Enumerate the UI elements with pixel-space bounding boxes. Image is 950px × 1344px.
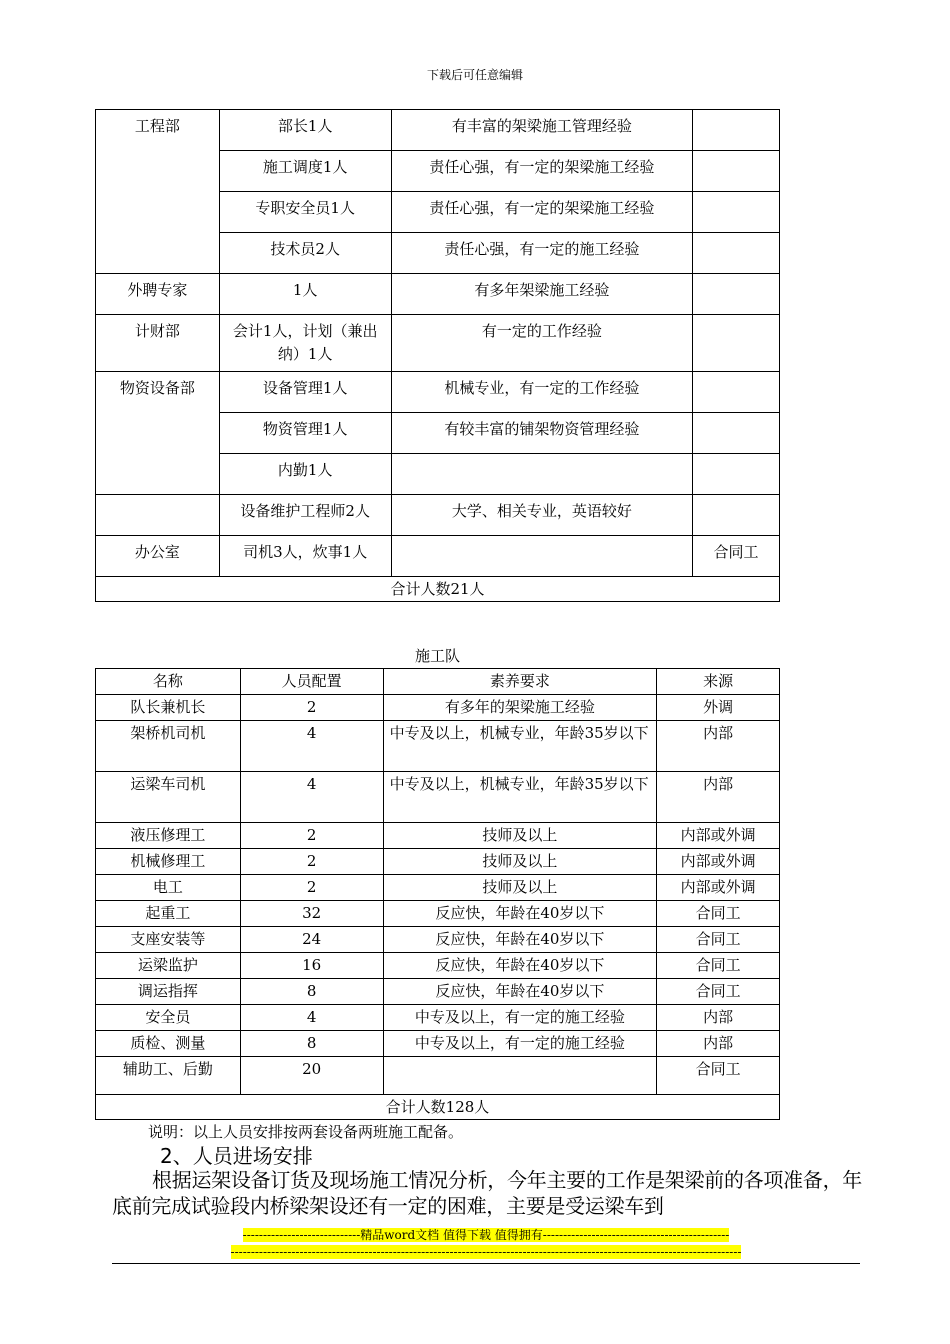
note-cell bbox=[693, 413, 780, 454]
name-cell: 支座安装等 bbox=[96, 927, 241, 953]
role-cell: 1人 bbox=[219, 274, 391, 315]
table-row bbox=[96, 315, 780, 372]
count-cell: 8 bbox=[240, 979, 383, 1005]
role-cell: 专职安全员1人 bbox=[219, 192, 391, 233]
source-cell: 内部 bbox=[657, 721, 780, 772]
name-cell: 质检、测量 bbox=[96, 1031, 241, 1057]
requirement-cell bbox=[391, 536, 693, 577]
name-cell: 机械修理工 bbox=[96, 849, 241, 875]
column-header: 来源 bbox=[657, 669, 780, 695]
requirement-cell: 中专及以上，有一定的施工经验 bbox=[383, 1031, 657, 1057]
note-cell bbox=[693, 192, 780, 233]
count-cell: 4 bbox=[240, 721, 383, 772]
role-cell: 物资管理1人 bbox=[219, 413, 391, 454]
note-cell bbox=[693, 151, 780, 192]
table-row bbox=[96, 274, 780, 315]
count-cell: 8 bbox=[240, 1031, 383, 1057]
table-row bbox=[96, 1057, 780, 1095]
requirement-cell: 有丰富的架梁施工管理经验 bbox=[391, 110, 693, 151]
note-cell bbox=[693, 274, 780, 315]
role-cell: 司机3人，炊事1人 bbox=[219, 536, 391, 577]
role-cell: 设备维护工程师2人 bbox=[219, 495, 391, 536]
construction-team-table bbox=[95, 668, 780, 1120]
footer-banner-line1: -----------------------------精品word文档 值得下载 值得拥有---------------------------------------------- bbox=[242, 1228, 730, 1242]
dept-cell: 计财部 bbox=[96, 315, 220, 372]
role-cell: 设备管理1人 bbox=[219, 372, 391, 413]
requirement-cell: 机械专业，有一定的工作经验 bbox=[391, 372, 693, 413]
note-cell bbox=[693, 315, 780, 372]
role-cell: 会计1人，计划（兼出纳）1人 bbox=[219, 315, 391, 372]
role-cell: 内勤1人 bbox=[219, 454, 391, 495]
total-row bbox=[96, 1095, 780, 1120]
source-cell: 内部或外调 bbox=[657, 823, 780, 849]
team-table-title: 施工队 bbox=[414, 647, 460, 665]
table-row bbox=[96, 953, 780, 979]
requirement-cell: 反应快，年龄在40岁以下 bbox=[383, 953, 657, 979]
page-header: 下载后可任意编辑 bbox=[426, 68, 523, 82]
name-cell: 起重工 bbox=[96, 901, 241, 927]
requirement-cell: 反应快，年龄在40岁以下 bbox=[383, 979, 657, 1005]
role-cell: 部长1人 bbox=[219, 110, 391, 151]
requirement-cell: 责任心强，有一定的架梁施工经验 bbox=[391, 151, 693, 192]
note-cell bbox=[693, 454, 780, 495]
body-paragraph: 根据运架设备订货及现场施工情况分析，今年主要的工作是架梁前的各项准备，年底前完成试验段内桥梁架设还有一定的困难，主要是受运梁车到 bbox=[112, 1168, 862, 1218]
name-cell: 液压修理工 bbox=[96, 823, 241, 849]
column-header: 人员配置 bbox=[240, 669, 383, 695]
table-row bbox=[96, 1031, 780, 1057]
name-cell: 调运指挥 bbox=[96, 979, 241, 1005]
requirement-cell: 有多年架梁施工经验 bbox=[391, 274, 693, 315]
count-cell: 32 bbox=[240, 901, 383, 927]
dept-cell: 物资设备部 bbox=[96, 372, 220, 495]
source-cell: 合同工 bbox=[657, 927, 780, 953]
column-header: 素养要求 bbox=[383, 669, 657, 695]
table-row bbox=[96, 495, 780, 536]
total-cell: 合计人数128人 bbox=[96, 1095, 780, 1120]
count-cell: 4 bbox=[240, 1005, 383, 1031]
table-row bbox=[96, 772, 780, 823]
requirement-cell: 大学、相关专业，英语较好 bbox=[391, 495, 693, 536]
dept-cell: 外聘专家 bbox=[96, 274, 220, 315]
requirement-cell bbox=[391, 454, 693, 495]
source-cell: 合同工 bbox=[657, 1057, 780, 1095]
requirement-cell: 反应快，年龄在40岁以下 bbox=[383, 927, 657, 953]
dept-cell: 办公室 bbox=[96, 536, 220, 577]
requirement-cell: 责任心强，有一定的架梁施工经验 bbox=[391, 192, 693, 233]
column-header: 名称 bbox=[96, 669, 241, 695]
table-row bbox=[96, 536, 780, 577]
source-cell: 内部或外调 bbox=[657, 875, 780, 901]
total-cell: 合计人数21人 bbox=[96, 577, 780, 602]
count-cell: 2 bbox=[240, 875, 383, 901]
name-cell: 辅助工、后勤 bbox=[96, 1057, 241, 1095]
requirement-cell: 有较丰富的铺架物资管理经验 bbox=[391, 413, 693, 454]
count-cell: 20 bbox=[240, 1057, 383, 1095]
note-cell bbox=[693, 233, 780, 274]
note-text: 说明：以上人员安排按两套设备两班施工配备。 bbox=[148, 1123, 464, 1141]
table-row bbox=[96, 1005, 780, 1031]
table-row bbox=[96, 901, 780, 927]
name-cell: 安全员 bbox=[96, 1005, 241, 1031]
requirement-cell: 中专及以上，机械专业，年龄35岁以下 bbox=[383, 721, 657, 772]
table-row bbox=[96, 979, 780, 1005]
role-cell: 施工调度1人 bbox=[219, 151, 391, 192]
name-cell: 运梁车司机 bbox=[96, 772, 241, 823]
source-cell: 合同工 bbox=[657, 953, 780, 979]
count-cell: 16 bbox=[240, 953, 383, 979]
count-cell: 2 bbox=[240, 849, 383, 875]
requirement-cell: 有多年的架梁施工经验 bbox=[383, 695, 657, 721]
requirement-cell: 中专及以上，有一定的施工经验 bbox=[383, 1005, 657, 1031]
footer-banner bbox=[186, 1227, 786, 1261]
name-cell: 电工 bbox=[96, 875, 241, 901]
note-cell bbox=[693, 372, 780, 413]
requirement-cell: 技师及以上 bbox=[383, 875, 657, 901]
name-cell: 架桥机司机 bbox=[96, 721, 241, 772]
count-cell: 2 bbox=[240, 823, 383, 849]
dept-cell bbox=[96, 495, 220, 536]
source-cell: 内部 bbox=[657, 1005, 780, 1031]
count-cell: 2 bbox=[240, 695, 383, 721]
section-heading: 2、人员进场安排 bbox=[160, 1144, 313, 1168]
requirement-cell bbox=[383, 1057, 657, 1095]
total-row bbox=[96, 577, 780, 602]
count-cell: 24 bbox=[240, 927, 383, 953]
table-row bbox=[96, 110, 780, 151]
footer-banner-line2: ------------------------------------------------------------------------------------------------------------------------------ bbox=[230, 1245, 742, 1259]
source-cell: 内部或外调 bbox=[657, 849, 780, 875]
source-cell: 外调 bbox=[657, 695, 780, 721]
requirement-cell: 技师及以上 bbox=[383, 823, 657, 849]
header-row bbox=[96, 669, 780, 695]
requirement-cell: 反应快，年龄在40岁以下 bbox=[383, 901, 657, 927]
note-cell bbox=[693, 110, 780, 151]
table-row bbox=[96, 695, 780, 721]
role-cell: 技术员2人 bbox=[219, 233, 391, 274]
requirement-cell: 责任心强，有一定的施工经验 bbox=[391, 233, 693, 274]
requirement-cell: 中专及以上，机械专业，年龄35岁以下 bbox=[383, 772, 657, 823]
name-cell: 队长兼机长 bbox=[96, 695, 241, 721]
note-cell bbox=[693, 495, 780, 536]
footer-divider bbox=[112, 1263, 860, 1264]
table-row bbox=[96, 875, 780, 901]
source-cell: 合同工 bbox=[657, 901, 780, 927]
table-row bbox=[96, 849, 780, 875]
requirement-cell: 有一定的工作经验 bbox=[391, 315, 693, 372]
table-row bbox=[96, 823, 780, 849]
table-row bbox=[96, 372, 780, 413]
source-cell: 合同工 bbox=[657, 979, 780, 1005]
name-cell: 运梁监护 bbox=[96, 953, 241, 979]
table-row bbox=[96, 721, 780, 772]
source-cell: 内部 bbox=[657, 772, 780, 823]
department-staff-table bbox=[95, 109, 780, 602]
table-row bbox=[96, 927, 780, 953]
requirement-cell: 技师及以上 bbox=[383, 849, 657, 875]
dept-cell: 工程部 bbox=[96, 110, 220, 274]
count-cell: 4 bbox=[240, 772, 383, 823]
source-cell: 内部 bbox=[657, 1031, 780, 1057]
note-cell: 合同工 bbox=[693, 536, 780, 577]
